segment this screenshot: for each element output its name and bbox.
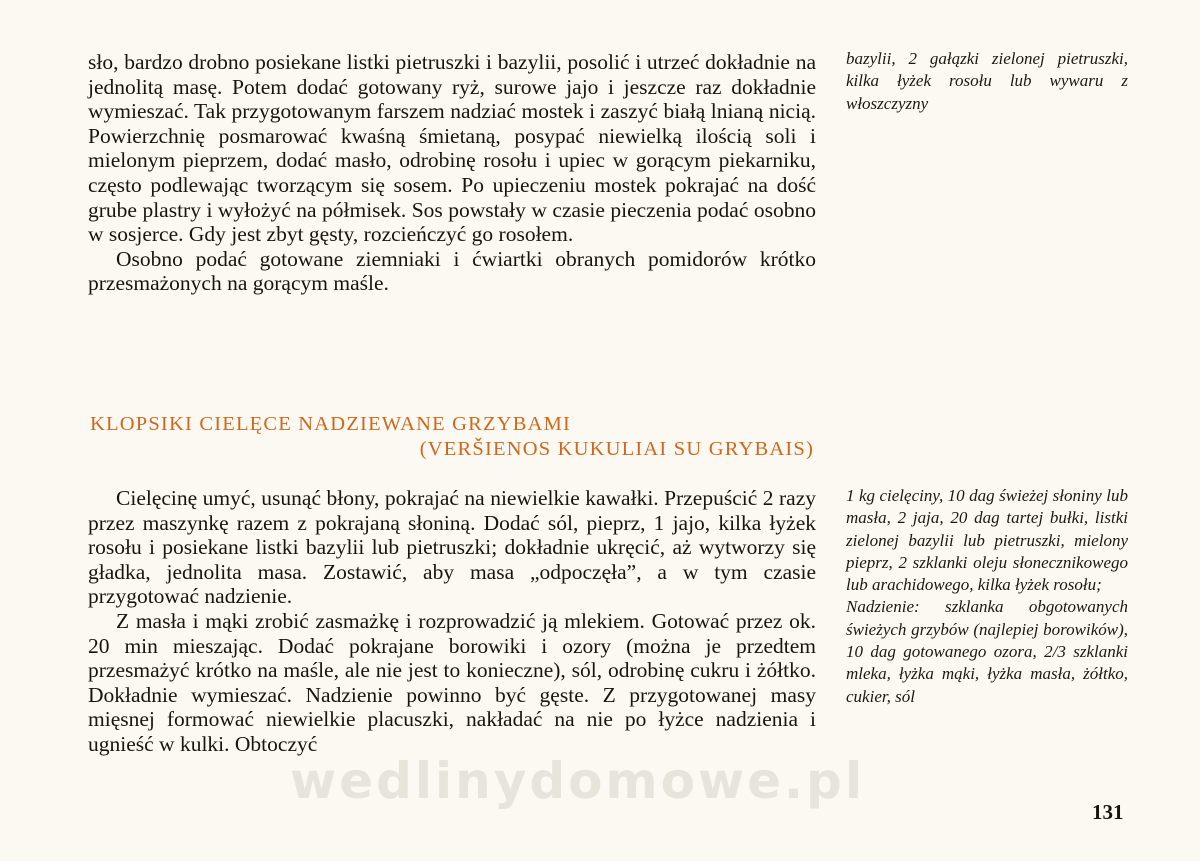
recipe-instructions — [88, 486, 816, 757]
watermark: wedlinydomowe.pl — [290, 752, 865, 810]
ingredients-text: 1 kg cielęciny, 10 dag świeżej słoniny lub masła, 2 jaja, 20 dag tartej bułki, listki zielonej bazylii lub pietruszki, mielony pieprz, 2 szklanki oleju słonecznikowego lub arachidowego, kilka łyżek rosołu; — [846, 486, 1128, 595]
body-paragraph: sło, bardzo drobno posiekane listki pietruszki i bazylii, posolić i utrzeć dokładnie na jednolitą masę. Potem dodać gotowany ryż, surowe jajo i jeszcze raz dokładnie wymieszać. Tak przygotowanym farszem nadziać mostek i zaszyć białą lnianą nicią. Powierzchnię posmarować kwaśną śmietaną, posypać niewielką ilością soli i mielonym pieprzem, dodać masło, odrobinę rosołu i upiec w gorącym piekarniku, często podlewając tworzącym się sosem. Po upieczeniu mostek pokrajać na dość grube plastry i wyłożyć na półmisek. Sos powstały w czasie pieczenia podać osobno w sosjerce. Gdy jest zbyt gęsty, rozcieńczyć go rosołem. — [88, 50, 816, 247]
side-note-text: bazylii, 2 gałązki zielonej pietruszki, kilka łyżek rosołu lub wywaru z włoszczyzny — [846, 49, 1128, 113]
body-paragraph: Cielęcinę umyć, usunąć błony, pokrajać na niewielkie kawałki. Przepuścić 2 razy przez maszynkę razem z pokrajaną słoniną. Dodać sól, pieprz, 1 jajo, kilka łyżek rosołu i posiekane listki bazylii lub pietruszki; dokładnie ukręcić, aż wytworzy się gładka, jednolita masa. Zostawić, aby masa „odpoczęła”, a w tym czasie przygotować nadzienie. — [88, 486, 816, 609]
recipe-title — [90, 412, 814, 462]
recipe-title-polish: KLOPSIKI CIELĘCE NADZIEWANE GRZYBAMI — [90, 413, 572, 435]
filling-ingredients-text: Nadzienie: szklanka obgotowanych świeżych grzybów (najlepiej borowików), 10 dag gotowanego ozora, 2/3 szklanki mleka, łyżka mąki, łyżka masła, żółtko, cukier, sól — [846, 597, 1128, 706]
previous-recipe-text — [88, 50, 816, 296]
side-note-ingredients — [846, 485, 1128, 708]
side-note-ingredients-continued — [846, 48, 1128, 115]
body-paragraph: Osobno podać gotowane ziemniaki i ćwiartki obranych pomidorów krótko przesmażonych na gorącym maśle. — [88, 246, 816, 296]
body-paragraph: Z masła i mąki zrobić zasmażkę i rozprowadzić ją mlekiem. Gotować przez ok. 20 min mieszając. Dodać pokrajane borowiki i ozory (można je przedtem przesmażyć krótko na maśle, ale nie jest to konieczne), sól, odrobinę cukru i żółtko. Dokładnie wymieszać. Nadzienie powinno być gęste. Z przygotowanej masy mięsnej formować niewielkie placuszki, nakładać na nie po łyżce nadzienia i ugnieść w kulki. Obtoczyć — [88, 608, 816, 756]
recipe-title-lithuanian: (VERŠIENOS KUKULIAI SU GRYBAIS) — [419, 438, 814, 460]
page-number: 131 — [1092, 800, 1124, 824]
